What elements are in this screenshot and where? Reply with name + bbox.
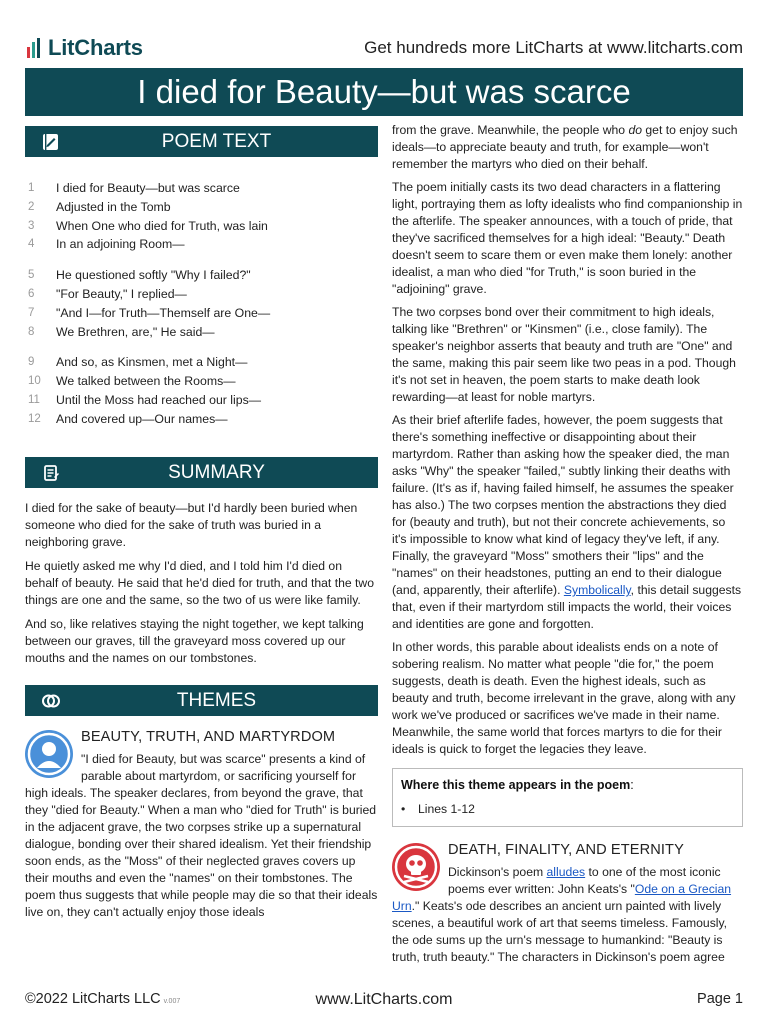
line-text: When One who died for Truth, was lain (56, 218, 268, 233)
line-number: 1 (28, 182, 35, 194)
poem-line (25, 266, 378, 285)
appears-title-text: Where this theme appears in the poem (401, 778, 631, 792)
line-number: 5 (28, 269, 35, 282)
poem-text-section-header (25, 126, 378, 157)
page-title: I died for Beauty—but was scarce (25, 68, 743, 116)
line-number: 11 (28, 393, 40, 406)
ode-grecian-urn-link[interactable]: Ode on a Grecian Urn (392, 882, 732, 913)
line-number: 6 (28, 287, 35, 300)
litcharts-logo[interactable] (27, 35, 143, 61)
theme-body: "I died for Beauty, but was scarce" presents a kind of parable about martyrdom, or sacrificing yourself for high ideals. The speaker declares, from beyond the grave, that they "died for Beauty." When a man who "died for Truth" is buried in the adjacent grave, the two corpses strike up a supernatural dialogue, bonding over their shared idealism. Yet their friendship soon ends, as the "Moss" of their neglected graves covers up their mouths and even the "names" on their tombstones. The poem thus suggests that while people may die so that their ideals live on, they can't actually enjoy those ideals (25, 751, 378, 919)
logo-bars-icon (27, 38, 42, 58)
page-number: Page 1 (697, 991, 743, 1007)
summary-paragraph: I died for the sake of beauty—but I'd hardly been buried when someone who died for the sake of truth was buried in a neighboring grave. (25, 500, 358, 549)
line-number: 4 (28, 238, 35, 251)
text-run: , this detail suggests that, even if their martyrdom still impacts the world, their voices and identities are gone and forgotten. (392, 583, 742, 631)
theme-paragraph (392, 122, 743, 173)
theme-paragraph: The poem initially casts its two dead characters in a flattering light, portraying them as lofty idealists who find companionship in the afterlife. The speaker announces, with a touch of pride, that they've sacrificed themselves for a high ideal: "Beauty." Death doesn't seem to scare them or even make them lonely: another idealist, a man who died "for Truth," is soon buried in the "adjoining" grave. (392, 180, 743, 296)
line-number: 9 (28, 356, 35, 369)
summary-paragraph: He quietly asked me why I'd died, and I told him I'd died on behalf of beauty. He said that he'd died for truth, and that the two things are one and the same, so the two of us were like family. (25, 558, 374, 607)
theme-paragraph (392, 412, 743, 633)
poem-line (25, 235, 378, 254)
theme-death-finality-eternity (392, 841, 743, 966)
line-number: 3 (28, 219, 35, 232)
copyright-text: ©2022 LitCharts LLC (25, 991, 161, 1007)
right-column (392, 122, 743, 966)
line-text: "For Beauty," I replied— (56, 286, 187, 301)
line-text: I died for Beauty—but was scarce (56, 181, 240, 195)
logo-text: LitCharts (48, 35, 143, 60)
poem-line (25, 391, 378, 410)
theme-paragraph: The two corpses bond over their commitment to high ideals, talking like "Brethren" or "Kinsmen" (i.e., close family). The speaker's neighbor asserts that beauty and truth are "One" and the same, making this pair seem like two peas in a pod. Though it's not set in heaven, the poem starts to make death look rewarding—at least for noble martyrs. (392, 305, 736, 404)
line-number: 10 (28, 375, 41, 388)
person-icon (25, 730, 73, 778)
header-tagline: Get hundreds more LitCharts at www.litcharts.com (364, 38, 743, 57)
poem-text (25, 179, 378, 429)
theme-body (392, 864, 743, 966)
poem-line (25, 372, 378, 391)
line-number: 7 (28, 306, 35, 319)
summary-section (25, 457, 378, 667)
text-run: ." Keats's ode describes an ancient urn painted with lively scenes, a beautiful work of art that seems timeless. Famously, the ode sums up the urn's message to humankind: "Beauty is truth, truth beauty." The characters in Dickinson's poem agree (392, 899, 728, 964)
stanza (25, 179, 378, 254)
poem-line (25, 304, 378, 323)
appears-title (401, 778, 732, 792)
themes-title: THEMES (176, 689, 257, 711)
skull-crossbones-icon (392, 843, 440, 891)
poem-line (25, 410, 378, 429)
line-text: And covered up—Our names— (56, 411, 228, 426)
line-text: Until the Moss had reached our lips— (56, 392, 262, 407)
text-run: get to enjoy such ideals—to appreciate beauty and truth, for example—won't remember the martyrs who died on their behalf. (392, 123, 738, 171)
poem-line (25, 285, 378, 304)
text-run: As their brief afterlife fades, however, the poem suggests that there's something ineffective or disappointing about their martyrdom. Rather than asking how the speaker died, the man asks "Why" the speaker "failed," subtly linking their deaths with failure. (It's as if, having failed himself, he assumes the speaker has also.) The two corpses mention the abstractions they died for (beauty and truth), but not their concrete achievements, so it's impossible to know what kind of legacy they've left, if any. Finally, the graveyard "Moss" smothers their "lips" and the "names" on their headstones, putting an end to their dialogue (and, apparently, their afterlife). (392, 413, 734, 597)
page-header (25, 33, 743, 63)
stanza (25, 266, 378, 341)
line-text: We talked between the Rooms— (56, 374, 236, 389)
stanza (25, 353, 378, 428)
left-column (25, 126, 378, 921)
appears-item (401, 802, 732, 816)
theme-appears-box (392, 768, 743, 827)
appears-colon: : (630, 778, 634, 792)
poem-line (25, 179, 378, 198)
line-text: And so, as Kinsmen, met a Night— (56, 355, 248, 370)
poem-line (25, 323, 378, 342)
poem-line (25, 198, 378, 217)
version-text: v.007 (163, 998, 181, 1005)
poem-line (25, 353, 378, 372)
theme-title: BEAUTY, TRUTH, AND MARTYRDOM (81, 728, 336, 745)
text-run: from the grave. Meanwhile, the people who (392, 123, 629, 137)
poem-text-title: POEM TEXT (161, 131, 272, 152)
line-text: In an adjoining Room— (56, 237, 185, 252)
summary-section-header (25, 457, 378, 488)
summary-paragraph: And so, like relatives staying the night together, we kept talking between our graves, till the graveyard moss covered up our mouths and the names on our tombstones. (25, 616, 364, 665)
themes-section-header (25, 685, 378, 716)
emphasis-text: do (628, 123, 642, 137)
line-text: He questioned softly "Why I failed?" (56, 268, 251, 283)
line-number: 2 (28, 200, 35, 213)
symbolically-link[interactable]: Symbolically (563, 583, 631, 597)
text-run: to one of the most iconic poems ever written: John Keats's " (448, 865, 721, 896)
appears-item-text: Lines 1-12 (418, 802, 475, 816)
themes-section (25, 685, 378, 921)
theme-title: DEATH, FINALITY, AND ETERNITY (448, 842, 684, 858)
alludes-link[interactable]: alludes (546, 865, 586, 879)
footer-site-link[interactable]: www.LitCharts.com (315, 991, 453, 1008)
line-text: "And I—for Truth—Themself are One— (56, 305, 271, 320)
page-footer (25, 991, 743, 1015)
line-text: We Brethren, are," He said— (56, 324, 215, 339)
text-run: Dickinson's poem (448, 865, 547, 879)
poem-line (25, 217, 378, 236)
summary-title: SUMMARY (168, 461, 265, 483)
line-number: 12 (28, 412, 41, 425)
line-text: Adjusted in the Tomb (56, 199, 171, 214)
summary-text (25, 500, 378, 667)
theme-paragraph: In other words, this parable about idealists ends on a note of sobering realism. No matter what people "die for," the poem suggests, death is death. Even the highest ideals, such as beauty and truth, become irrelevant in the grave, along with any work we've produced or sacrifices we've made in their name. Meanwhile, the same world that forces martyrs to die for their ideals is quick to forget the legacies they leave. (392, 640, 736, 756)
line-number: 8 (28, 325, 35, 338)
theme-beauty-truth-martyrdom (25, 728, 378, 921)
